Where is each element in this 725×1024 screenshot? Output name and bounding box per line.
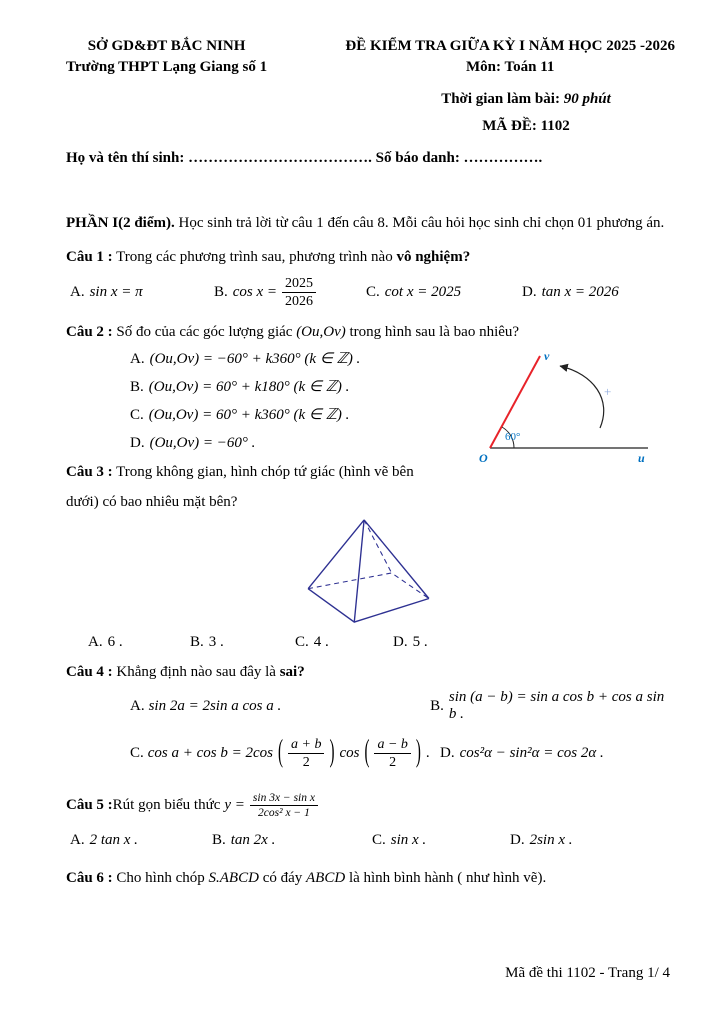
q2-option-b-label: B. — [130, 379, 144, 395]
page-footer: Mã đề thi 1102 - Trang 1/ 4 — [505, 965, 670, 981]
question-4 — [66, 662, 675, 777]
question-3-stem-line1 — [66, 462, 496, 482]
q3-option-c — [295, 634, 393, 654]
q1-option-b — [214, 275, 366, 310]
question-2-stem — [66, 322, 675, 343]
q1-option-c — [366, 284, 522, 301]
fraction-numerator: a − b — [374, 736, 410, 754]
student-info-line: Họ và tên thí sinh: ………………………………. Số báo danh: ……………. — [66, 150, 543, 166]
q2-option-c-label: C. — [130, 407, 144, 423]
question-4-text: Khẳng định nào sau đây là — [112, 664, 280, 680]
q1-option-c-label: C. — [366, 283, 380, 300]
question-4-stem — [66, 662, 675, 683]
question-6 — [66, 868, 675, 889]
fraction-numerator: a + b — [288, 736, 324, 754]
origin-label: O — [479, 451, 488, 465]
exam-code: MÃ ĐỀ: 1102 — [482, 118, 570, 134]
question-3-stem-line2: dưới) có bao nhiêu mặt bên? — [66, 494, 238, 510]
q3-option-d-label: D. — [393, 634, 408, 650]
q5-option-c-label: C. — [372, 832, 386, 848]
q5-option-d-text: 2sin x . — [529, 832, 573, 848]
q4-option-d-text: cos²α − sin²α = cos 2α . — [459, 744, 604, 761]
q3-option-d-text: 5 . — [412, 634, 428, 650]
question-5-text: Rút gọn biểu thức — [112, 797, 221, 813]
q5-option-b — [212, 832, 372, 852]
question-3-options — [88, 634, 675, 654]
q1-option-d-label: D. — [522, 283, 537, 300]
question-3-label: Câu 3 : — [66, 464, 113, 480]
question-4-options-row2 — [66, 729, 675, 777]
q3-option-b-label: B. — [190, 634, 204, 650]
q4-option-c-end: . — [425, 744, 430, 761]
q4-option-c — [130, 736, 440, 771]
q5-option-d-label: D. — [510, 832, 525, 848]
q1-option-c-text: cot x = 2025 — [384, 283, 462, 300]
close-paren: ) — [415, 735, 421, 769]
q1-option-d — [522, 284, 619, 301]
q4-option-b — [430, 689, 675, 723]
q3-option-c-text: 4 . — [313, 634, 329, 650]
q4-option-a-label: A. — [130, 697, 145, 714]
question-5-expression-lhs: y = — [224, 797, 245, 813]
q1-option-b-label: B. — [214, 283, 228, 300]
q4-option-a-text: sin 2a = 2sin a cos a . — [148, 697, 282, 714]
question-2-label: Câu 2 : — [66, 324, 113, 340]
question-5-fraction — [250, 791, 318, 820]
q1-option-d-text: tan x = 2026 — [541, 283, 619, 300]
question-3-text-line1: Trong không gian, hình chóp tứ giác (hình vẽ bên — [112, 464, 414, 480]
q2-option-d-text: (Ou,Ov) = −60° . — [149, 435, 256, 451]
fraction-numerator: 2025 — [282, 275, 316, 293]
part1-label: PHẦN I(2 điểm). — [66, 215, 175, 231]
q1-option-b-fraction — [282, 275, 316, 310]
question-4-label: Câu 4 : — [66, 664, 113, 680]
school-name: Trường THPT Lạng Giang số 1 — [66, 59, 268, 75]
angle-figure — [476, 348, 661, 466]
time-limit-value: 90 phút — [563, 91, 611, 107]
q2-option-a-label: A. — [130, 351, 145, 367]
open-paren: ( — [278, 735, 283, 769]
pyramid-figure — [302, 516, 437, 626]
pyramid-edges — [308, 520, 429, 622]
question-6-math2: ABCD — [306, 870, 346, 886]
exam-title-block — [345, 36, 675, 78]
u-axis-label: u — [638, 451, 645, 465]
q4-option-b-text: sin (a − b) = sin a cos b + cos a sin b . — [448, 689, 665, 722]
fraction-denominator: 2cos² x − 1 — [258, 807, 310, 819]
part1-instruction: Học sinh trả lời từ câu 1 đến câu 8. Mỗi câu hỏi học sinh chỉ chọn 01 phương án. — [174, 215, 665, 231]
q1-option-a-label: A. — [70, 283, 85, 300]
q2-option-a-text: (Ou,Ov) = −60° + k360° (k ∈ ℤ) . — [149, 351, 361, 367]
q5-option-a-label: A. — [70, 832, 85, 848]
q3-option-b-text: 3 . — [208, 634, 224, 650]
q3-option-d — [393, 634, 428, 654]
question-1 — [66, 247, 675, 314]
q4-option-d — [440, 745, 604, 762]
question-1-text: Trong các phương trình sau, phương trình nào — [112, 249, 397, 265]
question-1-keyword: vô nghiệm? — [396, 249, 471, 265]
question-6-math1: S.ABCD — [208, 870, 259, 886]
question-6-text-pre: Cho hình chóp — [112, 870, 209, 886]
q5-option-a-text: 2 tan x . — [89, 832, 138, 848]
q4-option-c-fraction1 — [288, 736, 324, 771]
question-1-options — [66, 270, 675, 314]
fraction-denominator: 2026 — [285, 293, 314, 309]
pyramid-dashed-edges — [308, 520, 429, 599]
question-2 — [66, 322, 675, 465]
q4-option-c-mid: cos — [339, 744, 360, 761]
question-5 — [66, 791, 675, 852]
q2-option-c-text: (Ou,Ov) = 60° + k360° (k ∈ ℤ) . — [148, 407, 350, 423]
q5-option-b-text: tan 2x . — [230, 832, 276, 848]
q4-option-a — [130, 698, 430, 715]
exam-title: ĐỀ KIỂM TRA GIỮA KỲ I NĂM HỌC 2025 -2026 — [345, 38, 675, 54]
q3-option-a — [88, 634, 190, 654]
exam-header — [66, 36, 675, 78]
question-2-text-pre: Số đo của các góc lượng giác — [112, 324, 297, 340]
subject-line: Môn: Toán 11 — [466, 59, 555, 75]
fraction-denominator: 2 — [389, 754, 397, 770]
v-axis-label: v — [544, 349, 550, 363]
close-paren: ) — [329, 735, 335, 769]
q4-option-d-label: D. — [440, 744, 455, 761]
question-6-text-mid: có đáy — [258, 870, 307, 886]
q5-option-d — [510, 832, 573, 852]
time-code-block — [356, 90, 696, 136]
q2-option-d-label: D. — [130, 435, 145, 451]
q1-option-a-text: sin x = π — [89, 283, 143, 300]
q3-option-b — [190, 634, 295, 654]
q2-option-b-text: (Ou,Ov) = 60° + k180° (k ∈ ℤ) . — [148, 379, 350, 395]
angle-value-label: 60° — [505, 431, 521, 443]
time-limit-label: Thời gian làm bài: — [441, 91, 564, 107]
fraction-numerator: sin 3x − sin x — [250, 791, 318, 806]
rotation-arrow — [560, 366, 604, 428]
q1-option-b-text: cos x = — [232, 283, 278, 300]
question-1-label: Câu 1 : — [66, 249, 113, 265]
question-4-options-row1 — [66, 689, 675, 723]
question-5-options — [66, 832, 675, 852]
q1-option-a — [70, 284, 214, 301]
question-5-stem — [66, 791, 675, 820]
plus-sign: + — [604, 384, 612, 399]
question-5-label: Câu 5 : — [66, 797, 113, 813]
issuer-block — [66, 36, 267, 78]
question-2-text-math: (Ou,Ov) — [296, 324, 346, 340]
q5-option-b-label: B. — [212, 832, 226, 848]
q5-option-c — [372, 832, 510, 852]
q5-option-a — [70, 832, 212, 852]
q4-option-c-label: C. — [130, 744, 144, 761]
q3-option-a-label: A. — [88, 634, 103, 650]
q4-option-b-label: B. — [430, 697, 444, 714]
fraction-denominator: 2 — [302, 754, 310, 770]
q5-option-c-text: sin x . — [390, 832, 427, 848]
q3-option-c-label: C. — [295, 634, 309, 650]
open-paren: ( — [364, 735, 370, 769]
q3-option-a-text: 6 . — [107, 634, 123, 650]
q4-option-c-fraction2 — [374, 736, 410, 771]
question-6-text-post: là hình bình hành ( như hình vẽ). — [345, 870, 547, 886]
q4-option-c-pre: cos a + cos b = 2cos — [147, 744, 273, 761]
time-limit-line — [356, 90, 696, 109]
department-name: SỞ GD&ĐT BẮC NINH — [87, 38, 246, 54]
part1-heading — [66, 211, 666, 235]
pyramid-solid-edges — [308, 520, 429, 622]
question-4-keyword: sai? — [279, 664, 305, 680]
question-3 — [66, 462, 675, 654]
question-1-stem — [66, 247, 675, 268]
question-2-text-post: trong hình sau là bao nhiêu? — [345, 324, 520, 340]
question-6-label: Câu 6 : — [66, 870, 113, 886]
